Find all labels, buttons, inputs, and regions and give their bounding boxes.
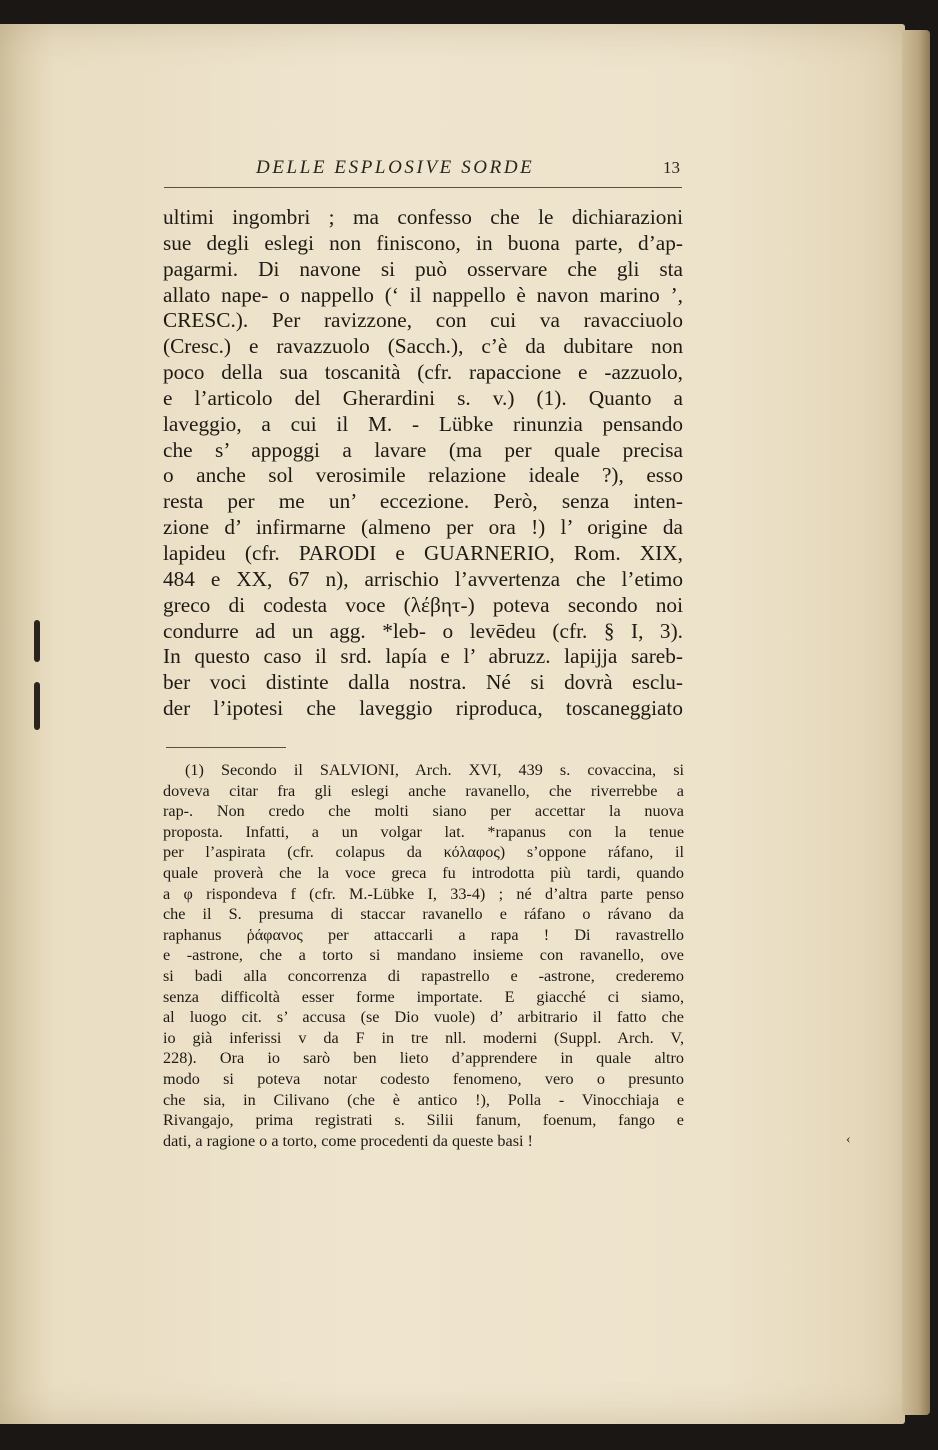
text-line: ber voci distinte dalla nostra. Né si dovrà esclu- (163, 670, 683, 695)
text-line: o anche sol verosimile relazione ideale ?), esso (163, 463, 683, 488)
text-line: che s’ appoggi a lavare (ma per quale precisa (163, 437, 683, 462)
footnote-line: a φ rispondeva f (cfr. M.-Lübke I, 33-4) ; né d’altra parte penso (163, 884, 684, 903)
text-line: poco della sua toscanità (cfr. rapaccione e -azzuolo, (163, 360, 683, 385)
footnote-line: io già inferissi v da F in tre nll. moderni (Suppl. Arch. V, (163, 1028, 684, 1047)
text-line: 484 e XX, 67 n), arrischio l’avvertenza che l’etimo (163, 566, 683, 591)
text-line: zione d’ infirmarne (almeno per ora !) l’ origine da (163, 515, 683, 540)
page-header (164, 155, 682, 188)
footnote-line: Rivangajo, prima registrati s. Silii fanum, foenum, fango e (163, 1111, 684, 1130)
text-line: allato nape- o nappello (‘ il nappello è navon marino ’, (163, 282, 683, 307)
text-line: greco di codesta voce (λέβητ-) poteva secondo noi (163, 592, 683, 617)
footnote-line: senza difficoltà esser forme importate. E giacché ci siamo, (163, 987, 684, 1006)
text-line: lapideu (cfr. PARODI e GUARNERIO, Rom. XIX, (163, 540, 683, 565)
text-line: (Cresc.) e ravazzuolo (Sacch.), c’è da dubitare non (163, 334, 683, 359)
footnote-line: doveva citar fra gli eslegi anche ravanello, che riverrebbe a (163, 781, 684, 800)
main-text (163, 205, 683, 722)
text-line: der l’ipotesi che laveggio riproduca, toscaneggiato (163, 696, 683, 721)
binding-mark (34, 682, 40, 730)
footnote-line: 228). Ora io sarò ben lieto d’apprendere in quale altro (163, 1049, 684, 1068)
footnote-line: rap-. Non credo che molti siano per accettar la nuova (163, 802, 684, 821)
footnote-line: e -astrone, che a torto si mandano insieme con ravanello, ove (163, 946, 684, 965)
footnote-line: che il S. presuma di staccar ravanello e ráfano o rávano da (163, 905, 684, 924)
margin-mark: ‹ (846, 1132, 851, 1147)
footnote-line: quale proverà che la voce greca fu introdotta più tardi, quando (163, 863, 684, 882)
footnote-line: modo si poteva notar codesto fenomeno, vero o presunto (163, 1069, 684, 1088)
text-line: sue degli eslegi non finiscono, in buona parte, d’ap- (163, 230, 683, 255)
footnote-line: che sia, in Cilivano (che è antico !), Polla - Vinocchiaja e (163, 1090, 684, 1109)
footnote-rule (166, 747, 286, 748)
page-number: 13 (663, 158, 680, 177)
text-line: pagarmi. Di navone si può osservare che gli sta (163, 256, 683, 281)
footnote-line: al luogo cit. s’ accusa (se Dio vuole) d’ arbitrario il fatto che (163, 1008, 684, 1027)
text-line: CRESC.). Per ravizzone, con cui va ravacciuolo (163, 308, 683, 333)
text-line: e l’articolo del Gherardini s. v.) (1). Quanto a (163, 385, 683, 410)
footnote-block (163, 760, 684, 1151)
footnote-line: si badi alla concorrenza di rapastrello e -astrone, crederemo (163, 966, 684, 985)
footnote-line: dati, a ragione o a torto, come procedenti da queste basi ! (163, 1131, 533, 1150)
text-line: condurre ad un agg. *leb- o levēdeu (cfr. § I, 3). (163, 618, 683, 643)
page-edge (902, 30, 930, 1415)
binding-mark (34, 620, 40, 662)
text-line: ultimi ingombri ; ma confesso che le dichiarazioni (163, 205, 683, 229)
text-line: laveggio, a cui il M. - Lübke rinunzia pensando (163, 411, 683, 436)
footnote-line: raphanus ῥάφανος per attaccarli a rapa ! Di ravastrello (163, 925, 684, 944)
text-line: resta per me un’ eccezione. Però, senza inten- (163, 489, 683, 514)
text-line: In questo caso il srd. lapía e l’ abruzz. lapijja sareb- (163, 644, 683, 669)
footnote-line: (1) Secondo il SALVIONI, Arch. XVI, 439 s. covaccina, si (185, 761, 684, 779)
footnote-line: proposta. Infatti, a un volgar lat. *rapanus con la tenue (163, 822, 684, 841)
running-title: DELLE ESPLOSIVE SORDE (256, 157, 535, 178)
footnote-line: per l’aspirata (cfr. colapus da κόλαφος) s’oppone ráfano, il (163, 843, 684, 862)
